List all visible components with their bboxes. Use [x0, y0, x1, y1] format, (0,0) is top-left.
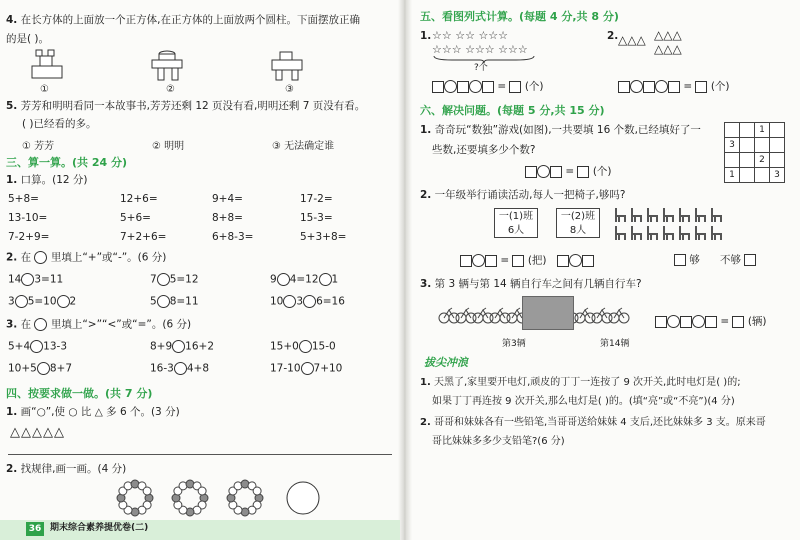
- sudoku-grid: [724, 122, 785, 183]
- answer-circle[interactable]: [30, 340, 43, 353]
- sudoku-cell[interactable]: [740, 138, 755, 153]
- not-enough-label: 不够: [720, 254, 741, 266]
- p3-number: 3.: [6, 318, 18, 331]
- expression-part: 5=12: [169, 273, 199, 286]
- expression-left: 10+5: [8, 362, 37, 375]
- sudoku-cell[interactable]: 2: [755, 153, 770, 168]
- d2-title: [6, 463, 126, 476]
- s2-equation[interactable]: = (把): [460, 254, 594, 268]
- chair-icon: [712, 226, 721, 240]
- s1-line2: 些数,还要填多少个数?: [432, 144, 536, 156]
- d2-number: 2.: [6, 463, 18, 475]
- plus-minus-item[interactable]: [270, 295, 345, 309]
- p2-title: [6, 251, 166, 265]
- p3-text1: 在: [20, 318, 32, 331]
- sudoku-cell[interactable]: 1: [725, 168, 740, 183]
- oral-calc-item[interactable]: 15-3=: [300, 212, 333, 224]
- q4-figures: [22, 48, 342, 84]
- q5-option1[interactable]: ① 芳芳: [22, 141, 55, 152]
- answer-circle[interactable]: [157, 295, 170, 308]
- chair-icon: [696, 208, 705, 222]
- s3-line1: [420, 278, 642, 291]
- sudoku-cell[interactable]: [755, 138, 770, 153]
- oral-calc-item[interactable]: 12+6=: [120, 193, 158, 205]
- label-bike3: 第3辆: [502, 339, 526, 349]
- sudoku-cell[interactable]: [740, 168, 755, 183]
- q4-line2: 的是( )。: [6, 33, 50, 45]
- expression-left: 8+9: [150, 340, 173, 353]
- s3-equation[interactable]: = (辆): [655, 315, 767, 329]
- oral-calc-item[interactable]: 7-2+9=: [8, 231, 50, 243]
- oral-calc-item[interactable]: 5+6=: [120, 212, 151, 224]
- answer-circle[interactable]: [303, 295, 316, 308]
- c1-num: 1.: [420, 377, 431, 388]
- chair-icon: [648, 226, 657, 240]
- expression-part: 9: [270, 273, 277, 286]
- bead: [143, 487, 151, 495]
- r2-equation[interactable]: = (个): [618, 80, 730, 94]
- expression-part: 3: [296, 295, 304, 308]
- p2-number: 2.: [6, 251, 18, 264]
- chair-icon: [680, 226, 689, 240]
- answer-circle[interactable]: [15, 295, 28, 308]
- oral-calc-item[interactable]: 6+8-3=: [212, 231, 254, 243]
- p2-text1: 在: [20, 251, 32, 264]
- oral-calc-item[interactable]: 7+2+6=: [120, 231, 167, 243]
- c2-num: 2.: [420, 417, 431, 428]
- expression-right: 15-0: [311, 340, 336, 353]
- sudoku-cell[interactable]: 3: [770, 168, 785, 183]
- class2-box: [556, 208, 600, 238]
- expression-part: 1: [331, 273, 339, 286]
- s1-line1: [420, 124, 701, 137]
- chair-icon: [648, 208, 657, 222]
- p3-title: [6, 318, 191, 332]
- r2-num: 2.: [607, 30, 619, 42]
- enough-label: 够: [689, 254, 700, 266]
- s2-unit: (把): [527, 254, 547, 267]
- sudoku-cell[interactable]: [740, 123, 755, 138]
- chair-icon: [664, 208, 673, 222]
- p1-number: 1.: [6, 174, 18, 186]
- chair-icon: [696, 226, 705, 240]
- c1-line1: [420, 376, 741, 389]
- expression-part: 6=16: [316, 295, 345, 308]
- s1-text: 奇奇玩“数独”游戏(如图),一共要填 16 个数,已经填好了一: [434, 124, 701, 136]
- chair-icon: [632, 226, 641, 240]
- bead: [253, 487, 261, 495]
- chair-icon: [712, 208, 721, 222]
- expression-part: 5: [150, 295, 157, 308]
- section4-title: 四、按要求做一做。(共 7 分): [6, 387, 153, 400]
- chair-icon: [616, 208, 625, 222]
- answer-circle[interactable]: [283, 295, 296, 308]
- r2-number: [607, 30, 618, 43]
- s3-num: 3.: [420, 278, 432, 290]
- page-number: 36: [26, 522, 44, 536]
- expression-part: 4=12: [289, 273, 319, 286]
- q4-option1[interactable]: ①: [40, 84, 49, 95]
- not-enough-option[interactable]: [720, 254, 756, 267]
- q4-line1: 在长方体的上面放一个正方体,在正方体的上面放两个圆柱。下面摆放正确: [20, 14, 360, 26]
- class1-label: 一(1)班: [498, 211, 534, 222]
- sudoku-cell[interactable]: [755, 168, 770, 183]
- r1-question: ?个: [474, 63, 488, 73]
- chair-icon: [680, 208, 689, 222]
- footer-title: 期末综合素养提优卷(二): [50, 523, 149, 533]
- answer-circle[interactable]: [37, 362, 50, 375]
- oral-calc-item[interactable]: 17-2=: [300, 193, 333, 205]
- option2-figure: [152, 51, 182, 80]
- class1-box: [494, 208, 538, 238]
- section6-title: 六、解决问题。(每题 5 分,共 15 分): [420, 104, 605, 117]
- c2-line2: 哥比妹妹多多少支铅笔?(6 分): [432, 436, 565, 447]
- expression-left: 17-10: [270, 362, 301, 375]
- compare-item[interactable]: [150, 362, 209, 376]
- s3-unit: (辆): [747, 315, 767, 328]
- plus-minus-item[interactable]: [150, 273, 199, 287]
- triangle-row: △△△△△: [10, 425, 65, 440]
- stars-row2: ☆☆☆ ☆☆☆ ☆☆☆: [432, 43, 528, 56]
- s2-num: 2.: [420, 189, 432, 201]
- q4-text: [6, 14, 360, 27]
- s1-unit: (个): [592, 165, 612, 178]
- answer-circle[interactable]: [301, 362, 314, 375]
- answer-circle[interactable]: [172, 340, 185, 353]
- sudoku-cell[interactable]: [770, 153, 785, 168]
- expression-right: 7+10: [313, 362, 343, 375]
- answer-circle[interactable]: [299, 340, 312, 353]
- plus-minus-item[interactable]: [8, 273, 63, 287]
- plus-minus-item[interactable]: [270, 273, 338, 287]
- c1-line2: 如果丁丁再连按 9 次开关,那么电灯是( )的。(填“亮”或“不亮”)(4 分): [432, 396, 735, 407]
- sudoku-cell[interactable]: 1: [755, 123, 770, 138]
- compare-item[interactable]: [270, 362, 342, 376]
- d2-text: 找规律,画一画。(4 分): [20, 463, 127, 475]
- expression-part: 7: [150, 273, 157, 286]
- s2-line1: [420, 189, 625, 202]
- answer-circle[interactable]: [174, 362, 187, 375]
- s1-num: 1.: [420, 124, 432, 136]
- expression-part: 5=10: [27, 295, 57, 308]
- answer-circle[interactable]: [319, 273, 332, 286]
- q5-text: [6, 100, 365, 113]
- section5-title: 五、看图列式计算。(每题 4 分,共 8 分): [420, 10, 619, 23]
- empty-circle-to-draw[interactable]: [287, 482, 319, 514]
- r1-unit: (个): [524, 80, 544, 93]
- oral-calc-item[interactable]: 5+3+8=: [300, 231, 347, 243]
- s3-text: 第 3 辆与第 14 辆自行车之间有几辆自行车?: [434, 278, 642, 290]
- r2-triangles-b: △△△ △△△: [654, 28, 682, 56]
- d1-title: [6, 406, 180, 419]
- s1-equation[interactable]: = (个): [525, 165, 612, 179]
- sudoku-cell[interactable]: [740, 153, 755, 168]
- expression-right: 16+2: [185, 340, 215, 353]
- oral-calc-item[interactable]: 5+8=: [8, 193, 39, 205]
- c2-text: 哥哥和妹妹各有一些铅笔,当哥哥送给妹妹 4 支后,还比妹妹多 3 支。原来哥: [433, 417, 766, 428]
- s2-text: 一年级举行诵读活动,每人一把椅子,够吗?: [434, 189, 626, 201]
- sudoku-cell[interactable]: 3: [725, 138, 740, 153]
- q5-line1: 芳芳和明明看同一本故事书,芳芳还剩 12 页没有看,明明还剩 7 页没有看。: [20, 100, 366, 112]
- bead-pattern: [110, 476, 330, 518]
- oral-calc-title: [6, 174, 88, 187]
- bead: [198, 487, 206, 495]
- compare-item[interactable]: [150, 340, 214, 354]
- r2-unit: (个): [710, 80, 730, 93]
- expression-part: 3=11: [34, 273, 64, 286]
- sudoku-cell[interactable]: [725, 123, 740, 138]
- chairs-picture: [612, 206, 730, 244]
- plus-minus-item[interactable]: [8, 295, 76, 309]
- sudoku-cell[interactable]: [725, 153, 740, 168]
- answer-circle[interactable]: [157, 273, 170, 286]
- expression-left: 15+0: [270, 340, 299, 353]
- answer-circle[interactable]: [277, 273, 290, 286]
- p2-text2: 里填上“+”或“-”。(6 分): [50, 251, 167, 264]
- expression-right: 4+8: [186, 362, 210, 375]
- book-spine: [398, 0, 412, 540]
- expression-right: 8+7: [49, 362, 73, 375]
- compare-item[interactable]: [8, 340, 67, 354]
- q4-option3[interactable]: ③: [285, 84, 294, 95]
- oral-calc-item[interactable]: 13-10=: [8, 212, 48, 224]
- option3-figure: [272, 52, 302, 80]
- p1-text: 口算。(12 分): [20, 174, 88, 186]
- chair-icon: [632, 208, 641, 222]
- sudoku-cell[interactable]: [770, 123, 785, 138]
- class2-label: 一(2)班: [560, 211, 596, 222]
- oral-calc-item[interactable]: 8+8=: [212, 212, 243, 224]
- expression-part: 2: [69, 295, 77, 308]
- q4-number: 4.: [6, 14, 18, 26]
- q5-option2[interactable]: ② 明明: [152, 141, 185, 152]
- oral-calc-item[interactable]: 9+4=: [212, 193, 243, 205]
- d1-number: 1.: [6, 406, 18, 418]
- section3-title: 三、算一算。(共 24 分): [6, 156, 128, 169]
- c2-line1: [420, 416, 766, 429]
- option1-figure: [32, 50, 62, 78]
- answer-circle[interactable]: [21, 273, 34, 286]
- class2-count: 8人: [569, 225, 587, 236]
- q5-line2: ( )已经看的多。: [22, 118, 97, 130]
- q5-number: 5.: [6, 100, 18, 112]
- d1-text: 画“○”,使 ○ 比 △ 多 6 个。(3 分): [20, 406, 180, 418]
- enough-option[interactable]: [674, 254, 700, 267]
- covered-bikes-box: [522, 296, 574, 330]
- answer-line[interactable]: [8, 454, 392, 455]
- expression-part: 10: [270, 295, 284, 308]
- expression-left: 16-3: [150, 362, 174, 375]
- plus-minus-item[interactable]: [150, 295, 199, 309]
- expression-left: 5+4: [8, 340, 31, 353]
- challenge-title: 拔尖冲浪: [424, 356, 468, 369]
- r1-equation[interactable]: = (个): [432, 80, 544, 94]
- answer-circle[interactable]: [57, 295, 70, 308]
- p3-text2: 里填上“>”“<”或“=”。(6 分): [50, 318, 192, 331]
- sudoku-cell[interactable]: [770, 138, 785, 153]
- c1-text: 天黑了,家里要开电灯,顽皮的丁丁一连按了 9 次开关,此时电灯是( )的;: [433, 377, 741, 388]
- chair-icon: [616, 226, 625, 240]
- class1-count: 6人: [507, 225, 525, 236]
- chair-icon: [664, 226, 673, 240]
- expression-part: 3: [8, 295, 15, 308]
- r1-number: [420, 30, 431, 43]
- compare-item[interactable]: [8, 362, 72, 376]
- stars-row1: ☆☆ ☆☆ ☆☆☆: [432, 29, 509, 42]
- compare-item[interactable]: [270, 340, 336, 354]
- r2-triangles-a: △△△: [618, 33, 646, 47]
- q5-option3[interactable]: ③ 无法确定谁: [272, 141, 335, 152]
- expression-right: 13-3: [43, 340, 68, 353]
- label-bike14: 第14辆: [600, 339, 630, 349]
- expression-part: 14: [8, 273, 22, 286]
- expression-part: 8=11: [169, 295, 199, 308]
- q4-option2[interactable]: ②: [166, 84, 175, 95]
- r1-num: 1.: [420, 30, 432, 42]
